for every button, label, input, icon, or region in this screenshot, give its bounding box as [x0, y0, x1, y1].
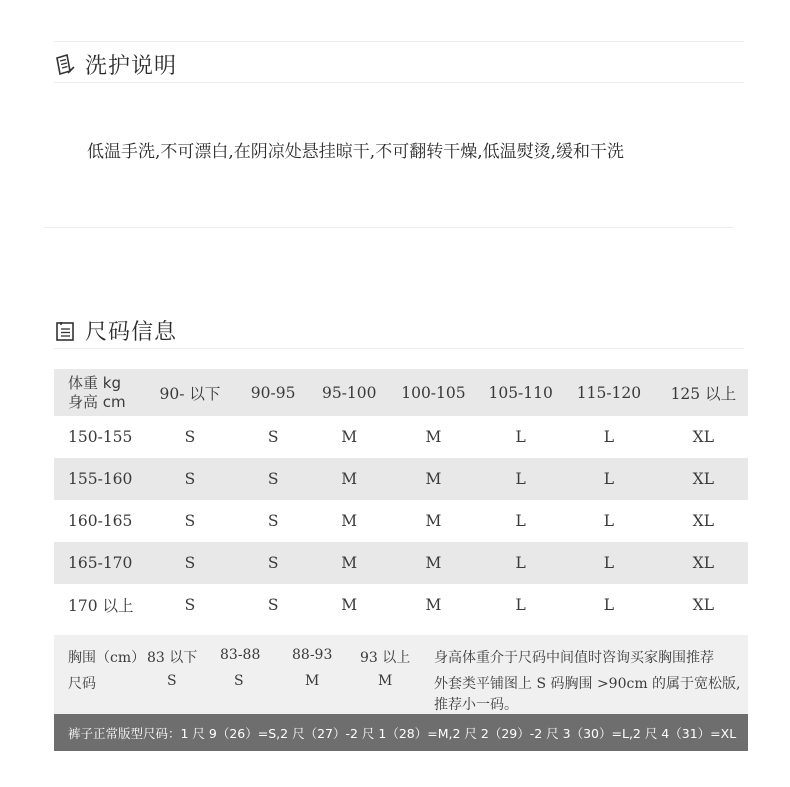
chest-size-label: 尺码 [68, 676, 96, 692]
size-cell: M [341, 428, 358, 446]
size-cell: L [603, 512, 615, 530]
size-cell: M [314, 458, 385, 500]
size-cell: M [425, 428, 442, 446]
size-cell: M [425, 512, 442, 530]
chest-range: 93 以上 [360, 650, 411, 666]
size-cell: S [267, 512, 279, 530]
table-row [54, 458, 748, 500]
height-cell: 170 以上 [68, 597, 134, 615]
size-cell: L [603, 596, 615, 614]
size-cell: S [233, 542, 314, 584]
care-bottom-rule [44, 227, 734, 228]
size-cell: S [233, 458, 314, 500]
size-cell: XL [659, 542, 748, 584]
table-row [54, 542, 748, 584]
size-cell: M [314, 542, 385, 584]
size-cell: S [147, 542, 232, 584]
size-cell: L [515, 428, 526, 446]
weight-col-header: 90-95 [233, 369, 314, 416]
pants-size-bar [54, 714, 748, 751]
size-section-header [53, 315, 177, 346]
chest-label: 胸围（cm） [68, 650, 146, 666]
size-cell: L [603, 428, 615, 446]
chest-size: S [167, 673, 177, 689]
height-label: 身高 cm [68, 392, 126, 411]
care-instructions: 低温手洗,不可漂白,在阴凉处悬挂晾干,不可翻转干燥,低温熨烫,缓和干洗 [87, 142, 625, 162]
document-edit-icon [53, 53, 77, 77]
chest-range: 88-93 [292, 647, 333, 663]
size-table [54, 369, 748, 626]
size-cell: L [559, 458, 658, 500]
table-row [54, 416, 748, 458]
weight-col-header: 95-100 [314, 369, 385, 416]
chest-range: 83-88 [220, 647, 261, 663]
size-cell: M [385, 458, 482, 500]
chest-size: S [234, 673, 244, 689]
size-cell: L [482, 542, 559, 584]
chest-size: M [305, 673, 320, 689]
weight-col-header: 100-105 [385, 369, 482, 416]
list-document-icon [53, 319, 77, 343]
chest-note: 外套类平铺图上 S 码胸围 >90cm 的属于宽松版, [434, 676, 741, 692]
size-cell: M [385, 542, 482, 584]
height-cell: 160-165 [68, 512, 133, 530]
weight-col-header: 105-110 [482, 369, 559, 416]
size-cell: L [515, 596, 526, 614]
chest-range: 83 以下 [147, 650, 198, 666]
size-cell: XL [692, 512, 714, 530]
pants-size-text: 裤子正常版型尺码：1 尺 9（26）=S,2 尺（27）-2 尺 1（28）=M,2 尺 2（29）-2 尺 3（30）=L,2 尺 4（31）=XL [68, 725, 737, 741]
care-title-rule [54, 82, 744, 83]
size-cell: M [341, 512, 358, 530]
care-section-header [53, 49, 177, 80]
size-cell: XL [659, 458, 748, 500]
size-cell: S [184, 428, 196, 446]
size-table-header [54, 369, 748, 416]
header-corner [54, 369, 147, 416]
size-cell: L [515, 512, 526, 530]
top-rule [54, 41, 744, 42]
height-cell: 165-170 [54, 542, 147, 584]
size-cell: XL [692, 596, 714, 614]
size-cell: S [184, 512, 196, 530]
weight-col-header: 125 以上 [659, 369, 748, 416]
size-cell: S [267, 596, 279, 614]
care-title: 洗护说明 [85, 54, 178, 79]
height-cell: 150-155 [68, 428, 133, 446]
size-cell: L [482, 458, 559, 500]
size-title-rule [54, 348, 744, 349]
size-cell: S [267, 428, 279, 446]
weight-col-header: 90- 以下 [147, 369, 232, 416]
size-cell: XL [692, 428, 714, 446]
chest-size: M [378, 673, 393, 689]
size-cell: L [559, 542, 658, 584]
chest-note: 推荐小一码。 [434, 697, 518, 713]
chest-note: 身高体重介于尺码中间值时咨询买家胸围推荐 [434, 650, 714, 666]
weight-label: 体重 kg [68, 373, 121, 392]
table-row [54, 584, 748, 626]
weight-col-header: 115-120 [559, 369, 658, 416]
size-cell: M [341, 596, 358, 614]
size-cell: S [147, 458, 232, 500]
table-row [54, 500, 748, 542]
chest-size-box [54, 635, 748, 715]
size-cell: M [425, 596, 442, 614]
size-cell: S [184, 596, 196, 614]
size-title: 尺码信息 [85, 320, 178, 345]
height-cell: 155-160 [54, 458, 147, 500]
